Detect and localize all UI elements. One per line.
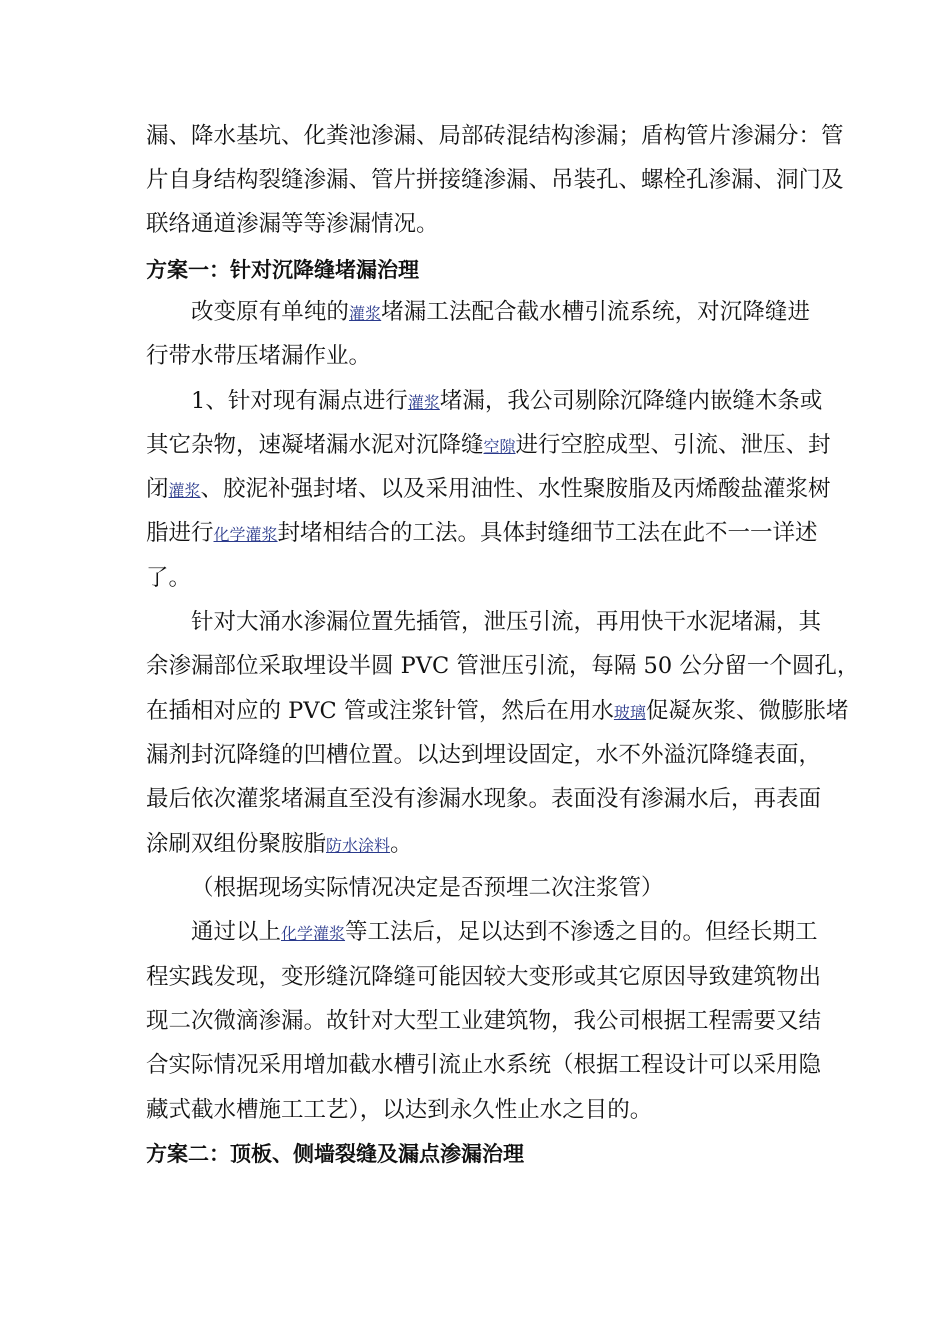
text-run: 堵漏，我公司剔除沉降缝内嵌缝木条或	[439, 388, 823, 414]
text-run: 促凝灰浆、微膨胀堵	[645, 698, 849, 724]
glass-link[interactable]: 玻璃	[613, 703, 646, 722]
grouting-link[interactable]: 灌浆	[168, 481, 201, 500]
section-heading: 方案一：针对沉降缝堵漏治理	[146, 258, 419, 282]
text-run: 其它杂物，速凝堵漏水泥对沉降缝	[146, 432, 484, 458]
paragraph-line: 漏、降水基坑、化粪池渗漏、局部砖混结构渗漏；盾构管片渗漏分：管	[146, 123, 844, 149]
text-run: 、胶泥补强封堵、以及采用油性、水性聚胺脂及丙烯酸盐灌浆树	[200, 476, 831, 502]
paragraph-line: 藏式截水槽施工工艺），以达到永久性止水之目的。	[146, 1097, 653, 1123]
paragraph-line: 漏剂封沉降缝的凹槽位置。以达到埋设固定，水不外溢沉降缝表面，	[146, 742, 822, 768]
text-run: 改变原有单纯的	[191, 299, 350, 325]
text-run: 脂进行	[146, 520, 214, 546]
chemical-grouting-link[interactable]: 化学灌浆	[281, 924, 346, 943]
paragraph-line	[146, 691, 849, 731]
text-run: 进行空腔成型、引流、泄压、封	[515, 432, 831, 458]
grouting-link[interactable]: 灌浆	[407, 393, 440, 412]
waterproof-coating-link[interactable]: 防水涂料	[326, 836, 391, 855]
paragraph-line: 片自身结构裂缝渗漏、管片拼接缝渗漏、吊装孔、螺栓孔渗漏、洞门及	[146, 167, 844, 193]
text-run: 封堵相结合的工法。具体封缝细节工法在此不一一详述	[277, 520, 818, 546]
text-run: 涂刷双组份聚胺脂	[146, 831, 327, 857]
paragraph-line: 合实际情况采用增加截水槽引流止水系统（根据工程设计可以采用隐	[146, 1052, 822, 1078]
paragraph-line: 针对大涌水渗漏位置先插管，泄压引流，再用快干水泥堵漏，其	[191, 609, 822, 635]
paragraph-line	[146, 513, 818, 553]
chemical-grouting-link[interactable]: 化学灌浆	[213, 525, 278, 544]
text-run: 在插相对应的 PVC 管或注浆针管，然后在用水	[146, 698, 614, 724]
grouting-link[interactable]: 灌浆	[349, 304, 382, 323]
paragraph-line: 行带水带压堵漏作业。	[146, 343, 372, 369]
paragraph-line: （根据现场实际情况决定是否预埋二次注浆管）	[191, 875, 664, 901]
paragraph-line: 现二次微滴渗漏。故针对大型工业建筑物，我公司根据工程需要又结	[146, 1008, 822, 1034]
text-run: 通过以上	[191, 919, 282, 945]
gap-link[interactable]: 空隙	[483, 437, 516, 456]
paragraph-line: 程实践发现，变形缝沉降缝可能因较大变形或其它原因导致建筑物出	[146, 964, 822, 990]
paragraph-line	[146, 824, 810, 864]
text-run: 1、针对现有漏点进行	[191, 388, 408, 414]
paragraph-line	[191, 292, 810, 332]
paragraph-line	[191, 381, 823, 421]
paragraph-line: 余渗漏部位采取埋设半圆 PVC 管泄压引流，每隔 50 公分留一个圆孔，	[146, 653, 860, 679]
paragraph-line: 最后依次灌浆堵漏直至没有渗漏水现象。表面没有渗漏水后，再表面	[146, 786, 822, 812]
paragraph-line	[146, 425, 831, 465]
paragraph-line	[146, 469, 831, 509]
paragraph-line: 联络通道渗漏等等渗漏情况。	[146, 211, 439, 237]
text-run: 堵漏工法配合截水槽引流系统，对沉降缝进	[381, 299, 810, 325]
paragraph-line	[191, 912, 818, 952]
text-run: 。	[390, 831, 413, 857]
section-heading: 方案二：顶板、侧墙裂缝及漏点渗漏治理	[146, 1142, 524, 1166]
text-run: 等工法后，足以达到不渗透之目的。但经长期工	[345, 919, 818, 945]
text-run: 闭	[146, 476, 169, 502]
paragraph-line: 了。	[146, 565, 192, 591]
